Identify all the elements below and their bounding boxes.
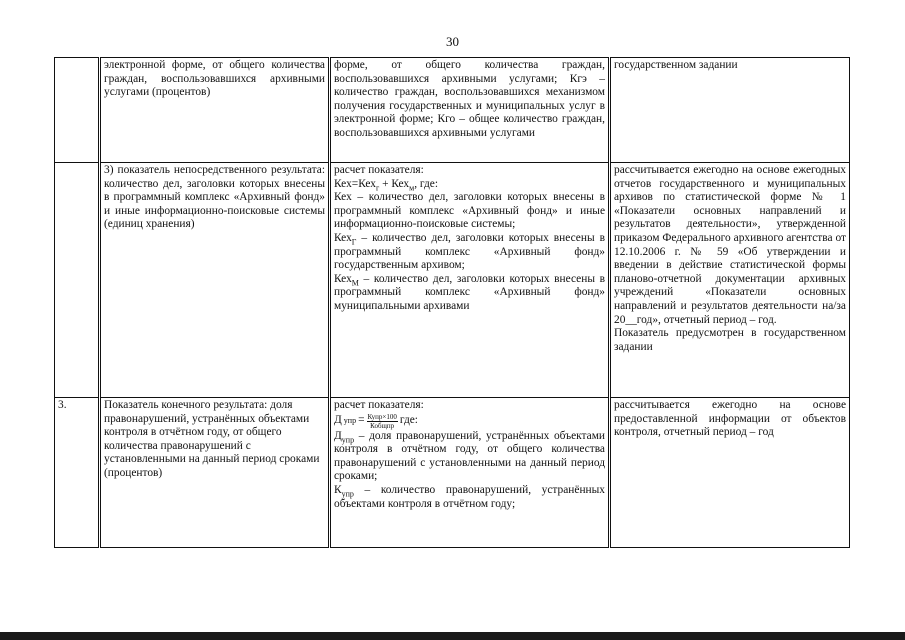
indicator-cell: 3) показатель непосредственного результата: количество дел, заголовки которых внесены в программный комплекс «Архивный фонд» и иные информационно-поисковые системы (единиц хранения) (100, 163, 330, 398)
method-intro: расчет показателя: (334, 399, 424, 411)
method-paragraph: $К_{упр}$ – количество правонарушений, устранённых объектами контроля в отчётном году; (334, 483, 605, 510)
page-number: 30 (446, 34, 459, 49)
table-row (55, 398, 850, 548)
indicator-table (54, 57, 850, 548)
formula-fraction: $\frac{\text{Купр×100}}{\text{Кобщпр}}$ (367, 412, 397, 430)
table-row (55, 58, 850, 163)
source-paragraph: рассчитывается ежегодно на основе ежегодных отчетов государственного и муниципальных архивов по статистической форме № 1 «Показатели основных направлений и результатов деятельности», утвержденной приказом Федерального архивного агентства от 12.10.2006 г. № 59 «Об утверждении и введении в действие статистической формы планово-отчетной документации архивных учреждений «Показатели основных направлений и результатов деятельности на/за 20__год», отчетный период – год. (614, 164, 846, 326)
method-cell: форме, от общего количества граждан, воспользовавшихся архивными услугами; Кгэ – количество граждан, воспользовавшихся механизмом получения государственных и муниципальных услуг в электронной форме; Кго – общее количество граждан, воспользовавшихся архивными услугами (330, 58, 610, 163)
method-paragraph: Кех – количество дел, заголовки которых внесены в программный комплекс «Архивный фонд» и иные информационно-поисковые системы; (334, 191, 605, 231)
method-formula: Кех=Кех$_г$ + Кех$_м$, где: (334, 177, 439, 192)
source-paragraph: Показатель предусмотрен в государственном задании (614, 327, 846, 353)
method-paragraph: Кех$_М$ – количество дел, заголовки которых внесены в программный комплекс «Архивный фонд» муниципальными архивами (334, 272, 605, 312)
method-paragraph: $Д_{упр}$ – доля правонарушений, устранённых объектами контроля в отчётном году, от общего количества правонарушений с установленными на данный период сроками; (334, 429, 605, 483)
source-cell: государственном задании (610, 58, 850, 163)
method-paragraph: Кех$_Г$ – количество дел, заголовки которых внесены в программный комплекс «Архивный фонд» государственным архивом; (334, 231, 605, 272)
indicator-cell: электронной форме, от общего количества граждан, воспользовавшихся архивными услугами (процентов) (100, 58, 330, 163)
indicator-cell: Показатель конечного результата: доля правонарушений, устранённых объектами контроля в отчётном году, от общего количества правонарушений с установленными на данный период сроками (процентов) (100, 398, 330, 548)
method-intro: расчет показателя: (334, 164, 424, 176)
table-row (55, 163, 850, 398)
method-formula: Д упр = $\frac{\text{Купр×100}}{\text{Кобщпр}}$ где: (334, 412, 418, 430)
source-cell: рассчитывается ежегодно на основе предоставленной информации от объектов контроля, отчетный период – год (610, 398, 850, 548)
source-cell (610, 163, 850, 398)
row-number (55, 58, 100, 163)
method-cell (330, 398, 610, 548)
scan-edge-bar (0, 632, 905, 640)
row-number: 3. (55, 398, 100, 548)
row-number (55, 163, 100, 398)
method-cell (330, 163, 610, 398)
